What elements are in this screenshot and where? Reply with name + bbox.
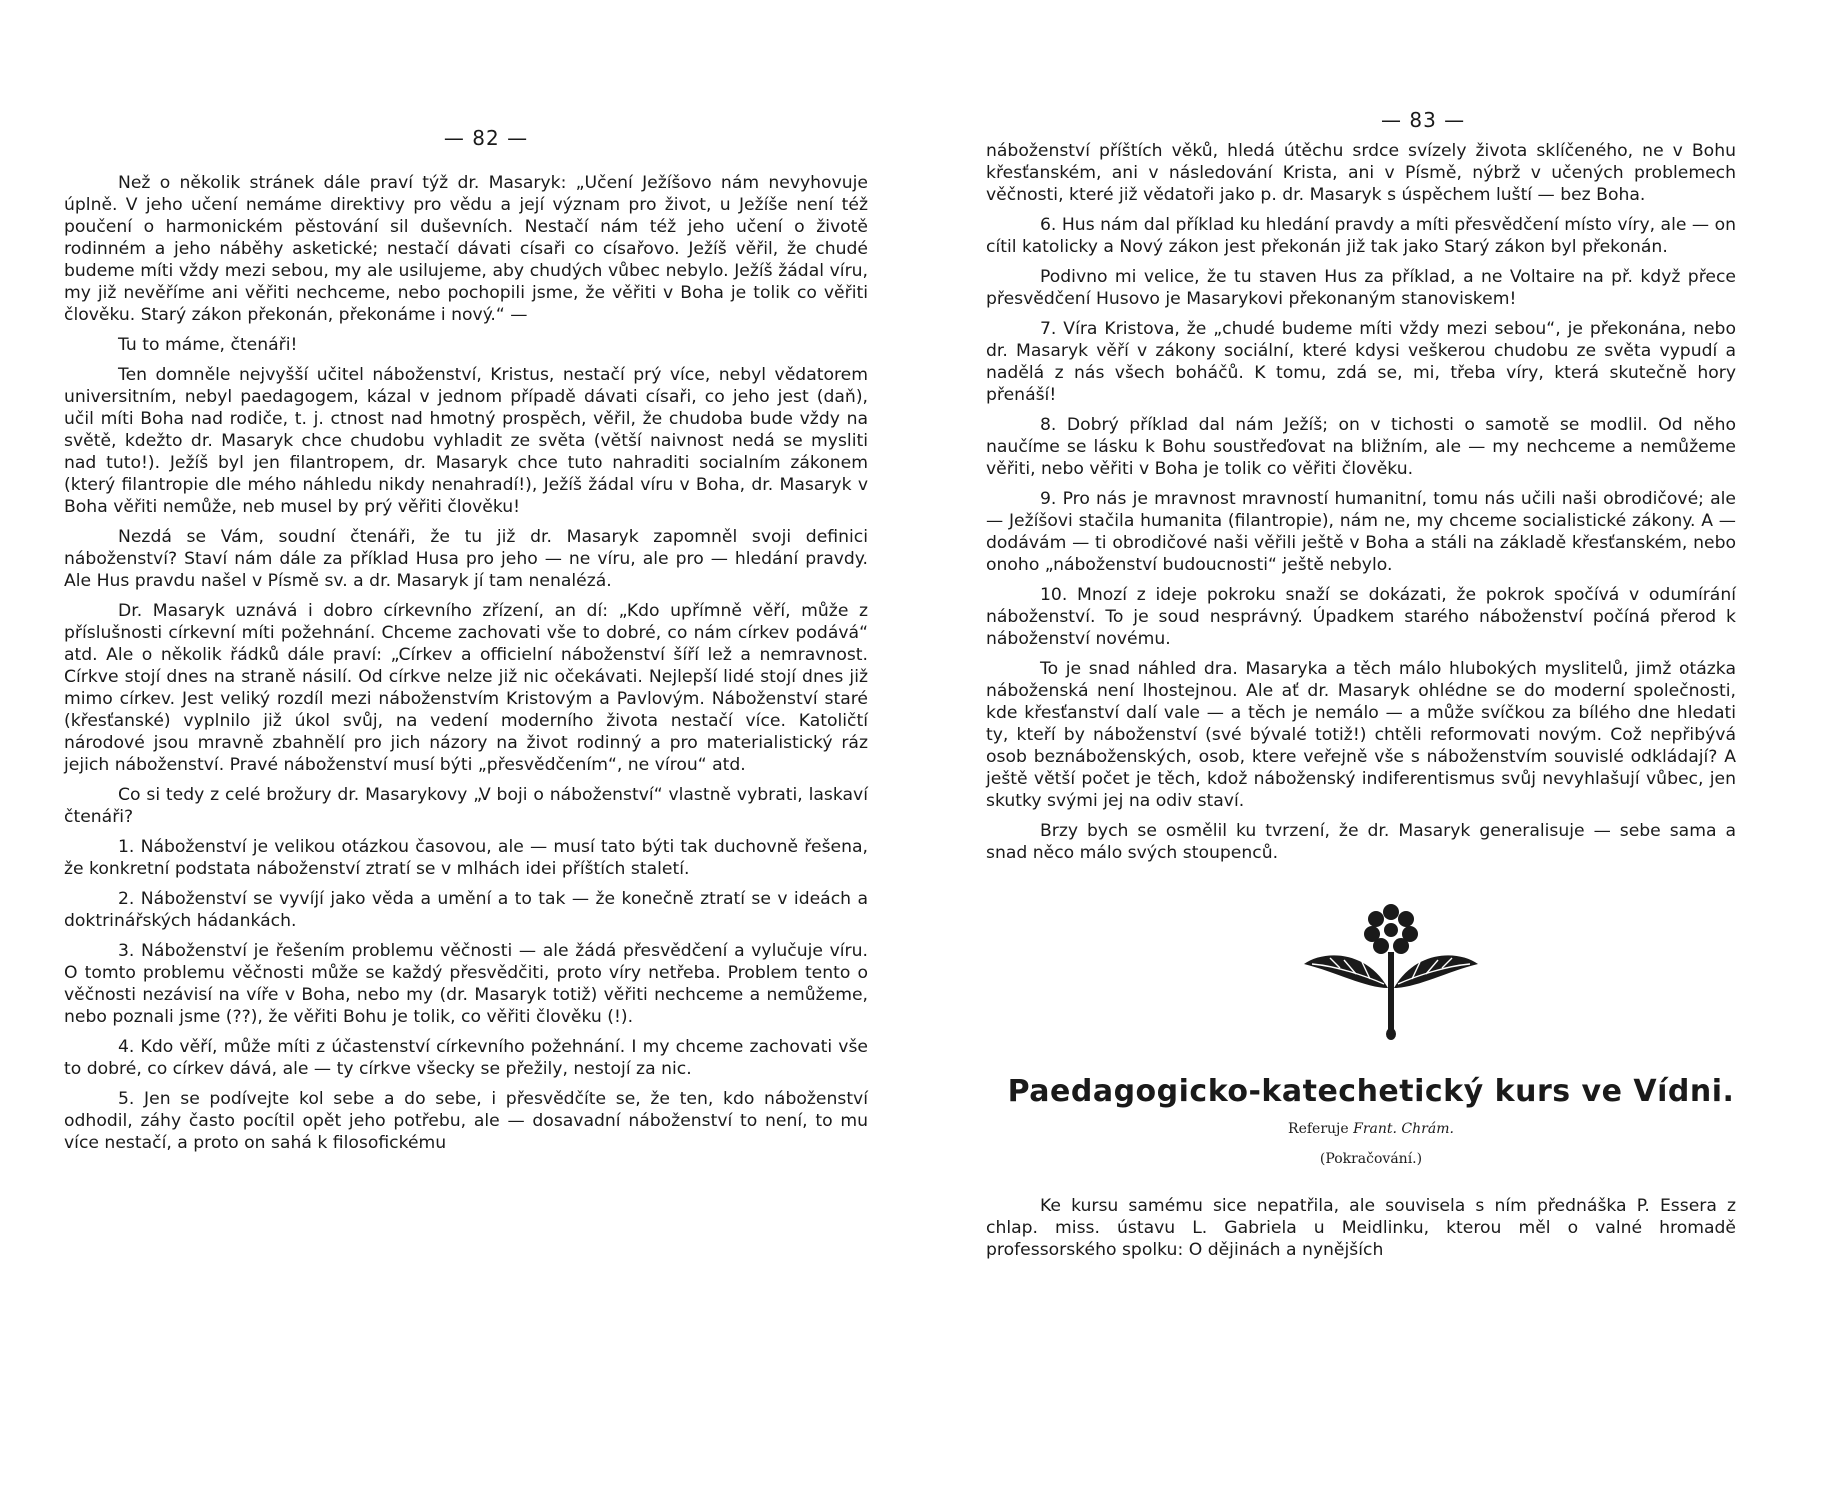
paragraph: Podivno mi velice, že tu staven Hus za příklad, a ne Voltaire na př. když přece přesvědčení Husovo je Masarykovi překonaným stanoviskem!	[986, 267, 1736, 309]
numbered-point: 2. Náboženství se vyvíjí jako věda a umění a to tak — že konečně ztratí se v ideách a doktrinářských hádankách.	[64, 889, 868, 931]
paragraph: Ke kursu samému sice nepatřila, ale souvisela s ním přednáška P. Essera z chlap. miss. ústavu L. Gabriela u Meidlinku, kterou měl o valné hromadě professorského spolku: O dějinách a nynějších	[986, 1196, 1736, 1260]
numbered-point: 9. Pro nás je mravnost mravností humanitní, tomu nás učili naši obrodičové; ale — Ježíšovi stačila humanita (filantropie), nám ne, my chceme socialistické zákony. A — dodávám — ti obrodičové naši věřili ještě v Boha a stáli na základě křesťanském, nebo onoho „náboženství budoucnosti“ ještě nebylo.	[986, 489, 1736, 575]
page-number: — 83 —	[1381, 108, 1466, 132]
paragraph: náboženství příštích věků, hledá útěchu srdce svízely života sklíčeného, ne v Bohu křesťanském, ani v následování Krista, ani v Písmě, nýbrž v učených problemech věčnosti, které již vědatoři jako p. dr. Masaryk s úspěchem luští — bez Boha.	[986, 141, 1736, 205]
paragraph: Dr. Masaryk uznává i dobro církevního zřízení, an dí: „Kdo upřímně věří, může z příslušnosti církevní míti požehnání. Chceme zachovati vše to dobré, co nám církev podává“ atd. Ale o několik řádků dále praví: „Církev a officielní náboženství šíří lež a nemravnost. Církve stojí dnes na straně násilí. Od církve nelze již nic očekávati. Nejlepší lidé stojí dnes již mimo církev. Jest veliký rozdíl mezi náboženstvím Kristovým a Pavlovým. Náboženství staré (křesťanské) vyplnilo již úkol svůj, na vedení moderního života nestačí více. Katoličtí národové jsou mravně zbahnělí pro jich názory na život rodinný a pro materialistický ráz jejich náboženství. Pravé náboženství musí býti „přesvědčením“, ne vírou“ atd.	[64, 601, 868, 775]
flower-ornament-icon	[986, 902, 1736, 1046]
byline-author: Frant. Chrám.	[1353, 1121, 1454, 1137]
continued-note: (Pokračování.)	[1319, 1151, 1423, 1167]
paragraph: Tu to máme, čtenáři!	[118, 335, 298, 355]
paragraph: Co si tedy z celé brožury dr. Masarykovy „V boji o náboženství“ vlastně vybrati, laskaví čtenáři?	[64, 785, 868, 827]
paragraph: Nezdá se Vám, soudní čtenáři, že tu již dr. Masaryk zapomněl svoji definici náboženství? Staví nám dále za příklad Husa pro jeho — ne víru, ale pro — hledání pravdy. Ale Hus pravdu našel v Písmě sv. a dr. Masaryk jí tam nenalézá.	[64, 527, 868, 591]
numbered-point: 5. Jen se podívejte kol sebe a do sebe, i přesvědčíte se, že ten, kdo náboženství odhodil, záhy často pocítil opět jeho potřebu, ale — dosavadní náboženství to není, to mu více nestačí, a proto on sahá k filosofickému	[64, 1089, 868, 1153]
paragraph: Brzy bych se osmělil ku tvrzení, že dr. Masaryk generalisuje — sebe sama a snad něco málo svých stoupenců.	[986, 821, 1736, 863]
section-title: Paedagogicko-katechetický kurs ve Vídni.	[1007, 1074, 1735, 1109]
numbered-point: 3. Náboženství je řešením problemu věčnosti — ale žádá přesvědčení a vylučuje víru. O tomto problemu věčnosti může se každý přesvědčiti, proto víry netřeba. Problem tento o věčnosti nezávisí na víře v Boha, nebo my (dr. Masaryk totiž) věřiti nechceme a nemůžeme, nebo poznali jsme (??), že věřiti Bohu je tolik, co věřiti člověku (!).	[64, 941, 868, 1027]
page-number: — 82 —	[443, 126, 529, 150]
byline	[986, 1121, 1736, 1137]
numbered-point: 1. Náboženství je velikou otázkou časovou, ale — musí tato býti tak duchovně řešena, že konkretní podstata náboženství ztratí se v mlhách idei příštích staletí.	[64, 837, 868, 879]
numbered-point: 8. Dobrý příklad dal nám Ježíš; on v tichosti o samotě se modlil. Od něho naučíme se lásku k Bohu soustřeďovat na bližním, ale — my nechceme a nemůžeme věřiti, nebo věřiti v Boha je tolik co věřiti člověku.	[986, 415, 1736, 479]
paragraph: Ten domněle nejvyšší učitel náboženství, Kristus, nestačí prý více, nebyl vědatorem universitním, nebyl paedagogem, kázal v jednom případě dávati císaři, co jeho jest (daň), učil míti Boha nad rodiče, t. j. ctnost nad hmotný prospěch, věřil, že chudoba bude vždy na světě, kdežto dr. Masaryk chce chudobu vyhladit ze světa (větší naivnost nedá se mysliti nad tuto!). Ježíš byl jen filantropem, dr. Masaryk chce tuto nahraditi socialním zákonem (který filantropie dle mého náhledu nikdy nenahradí!), Ježíš žádal víru v Boha, dr. Masaryk v Boha věřiti nemůže, neb musel by prý věřiti člověku!	[64, 365, 868, 517]
numbered-point: 7. Víra Kristova, že „chudé budeme míti vždy mezi sebou“, je překonána, nebo dr. Masaryk věří v zákony sociální, které kdysi veškerou chudobu ze světa vypudí a nadělá z nás všech boháčů. K tomu, zdá se, mi, třeba víry, která skutečně hory přenáší!	[986, 319, 1736, 405]
numbered-point: 4. Kdo věří, může míti z účastenství církevního požehnání. I my chceme zachovati vše to dobré, co církev dává, ale — ty církve všecky se přežily, nestojí za nic.	[64, 1037, 868, 1079]
right-page	[922, 0, 1844, 1500]
byline-prefix: Referuje	[1288, 1121, 1349, 1137]
numbered-point: 10. Mnozí z ideje pokroku snaží se dokázati, že pokrok spočívá v odumírání náboženství. To je soud nesprávný. Úpadkem starého náboženství počíná přerod k náboženství novému.	[986, 585, 1736, 649]
numbered-point: 6. Hus nám dal příklad ku hledání pravdy a míti přesvědčení místo víry, ale — on cítil katolicky a Nový zákon jest překonán již tak jako Starý zákon byl překonán.	[986, 215, 1736, 257]
paragraph: Než o několik stránek dále praví týž dr. Masaryk: „Učení Ježíšovo nám nevyhovuje úplně. V jeho učení nemáme direktivy pro vědu a její význam pro život, u Ježíše není též poučení o harmonickém pěstování sil duševních. Nestačí nám též jeho učení o životě rodinném a jeho náběhy asketické; nestačí dávati císaři co císařovo. Ježíš věřil, že chudé budeme míti vždy mezi sebou, my ale usilujeme, aby chudých vůbec nebylo. Ježíš žádal víru, my již nevěříme ani věřiti nechceme, nebo pochopili jsme, že věřiti v Boha je tolik co věřiti člověku. Starý zákon překonán, překonáme i nový.“ —	[64, 173, 868, 325]
paragraph: To je snad náhled dra. Masaryka a těch málo hlubokých myslitelů, jimž otázka náboženská není lhostejnou. Ale ať dr. Masaryk ohlédne se do moderní společnosti, kde křesťanství dalí vale — a těch je nemálo — a může svíčkou za bílého dne hledati ty, kteří by náboženství (své bývalé totiž!) chtěli reformovati novým. Což nepřibývá osob beznáboženských, osob, ktere veřejně vše s náboženstvím souvislé odkládají? A ještě větší počet je těch, kdož náboženský indiferentismus svůj nevyhlašují vůbec, jen skutky svými jej na odiv staví.	[986, 659, 1736, 811]
